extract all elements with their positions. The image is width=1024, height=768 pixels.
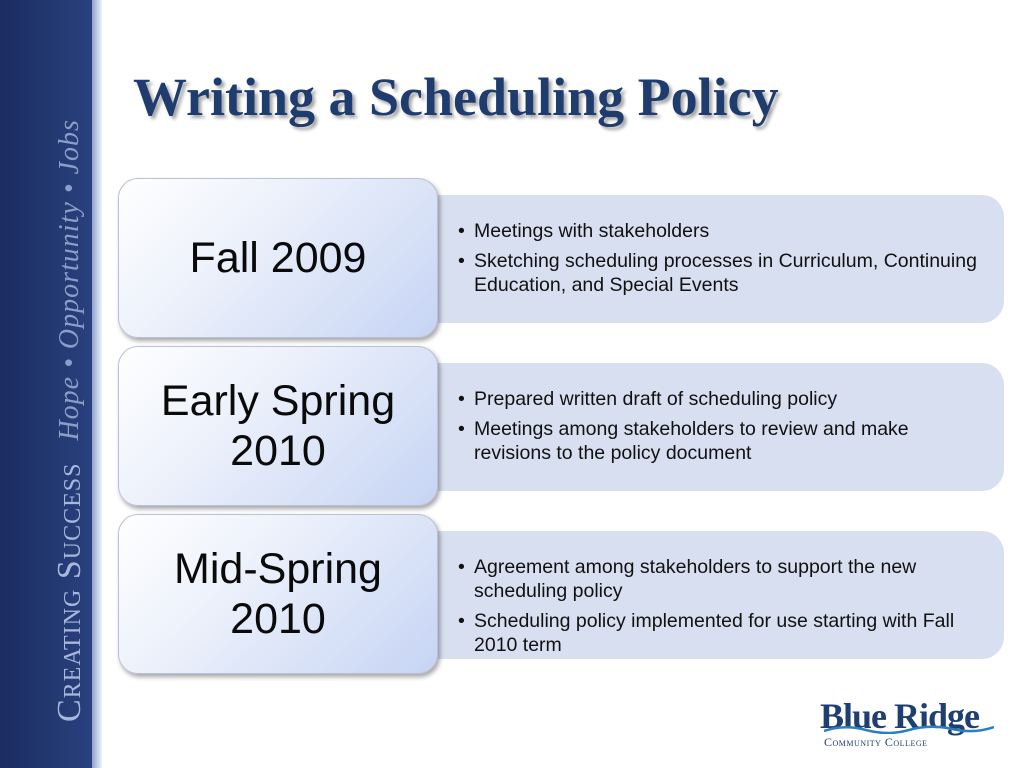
college-logo: [820, 696, 1000, 751]
phase-box: [118, 346, 438, 506]
bullet-item: • Sketching scheduling processes in Curriculum, Continuing Education, and Special Events: [458, 249, 984, 297]
timeline-row: [118, 178, 1004, 338]
phase-label: Early Spring 2010: [160, 377, 396, 475]
bullet-item: • Prepared written draft of scheduling policy: [458, 387, 984, 411]
sidebar-vertical-text: [47, 22, 92, 722]
logo-wave-icon: [824, 724, 994, 734]
phase-box: [118, 514, 438, 674]
logo-subtitle: Community College: [824, 735, 928, 749]
timeline-row: [118, 346, 1004, 506]
bullet-item: • Agreement among stakeholders to support the new scheduling policy: [458, 555, 984, 603]
sidebar-banner: [0, 0, 92, 768]
sidebar-edge: [92, 0, 102, 768]
bullet-list: [458, 555, 984, 657]
detail-box: [408, 363, 1004, 491]
phase-label: Fall 2009: [189, 234, 367, 282]
bullet-item: • Meetings with stakeholders: [458, 219, 984, 243]
logo-name: Blue Ridge: [820, 696, 980, 736]
detail-box: [408, 195, 1004, 323]
phase-box: [118, 178, 438, 338]
bullet-item: • Meetings among stakeholders to review and make revisions to the policy document: [458, 417, 984, 465]
bullet-list: [458, 387, 984, 465]
sidebar-tagline: Hope • Opportunity • Jobs: [54, 119, 85, 441]
sidebar-brand-text: Creating Success: [51, 462, 88, 722]
phase-label: Mid-Spring 2010: [174, 545, 382, 643]
bullet-item: • Scheduling policy implemented for use starting with Fall 2010 term: [458, 609, 984, 657]
detail-box: [408, 531, 1004, 659]
bullet-list: [458, 219, 984, 297]
timeline-row: [118, 514, 1004, 674]
slide-title: Writing a Scheduling Policy: [133, 67, 779, 127]
